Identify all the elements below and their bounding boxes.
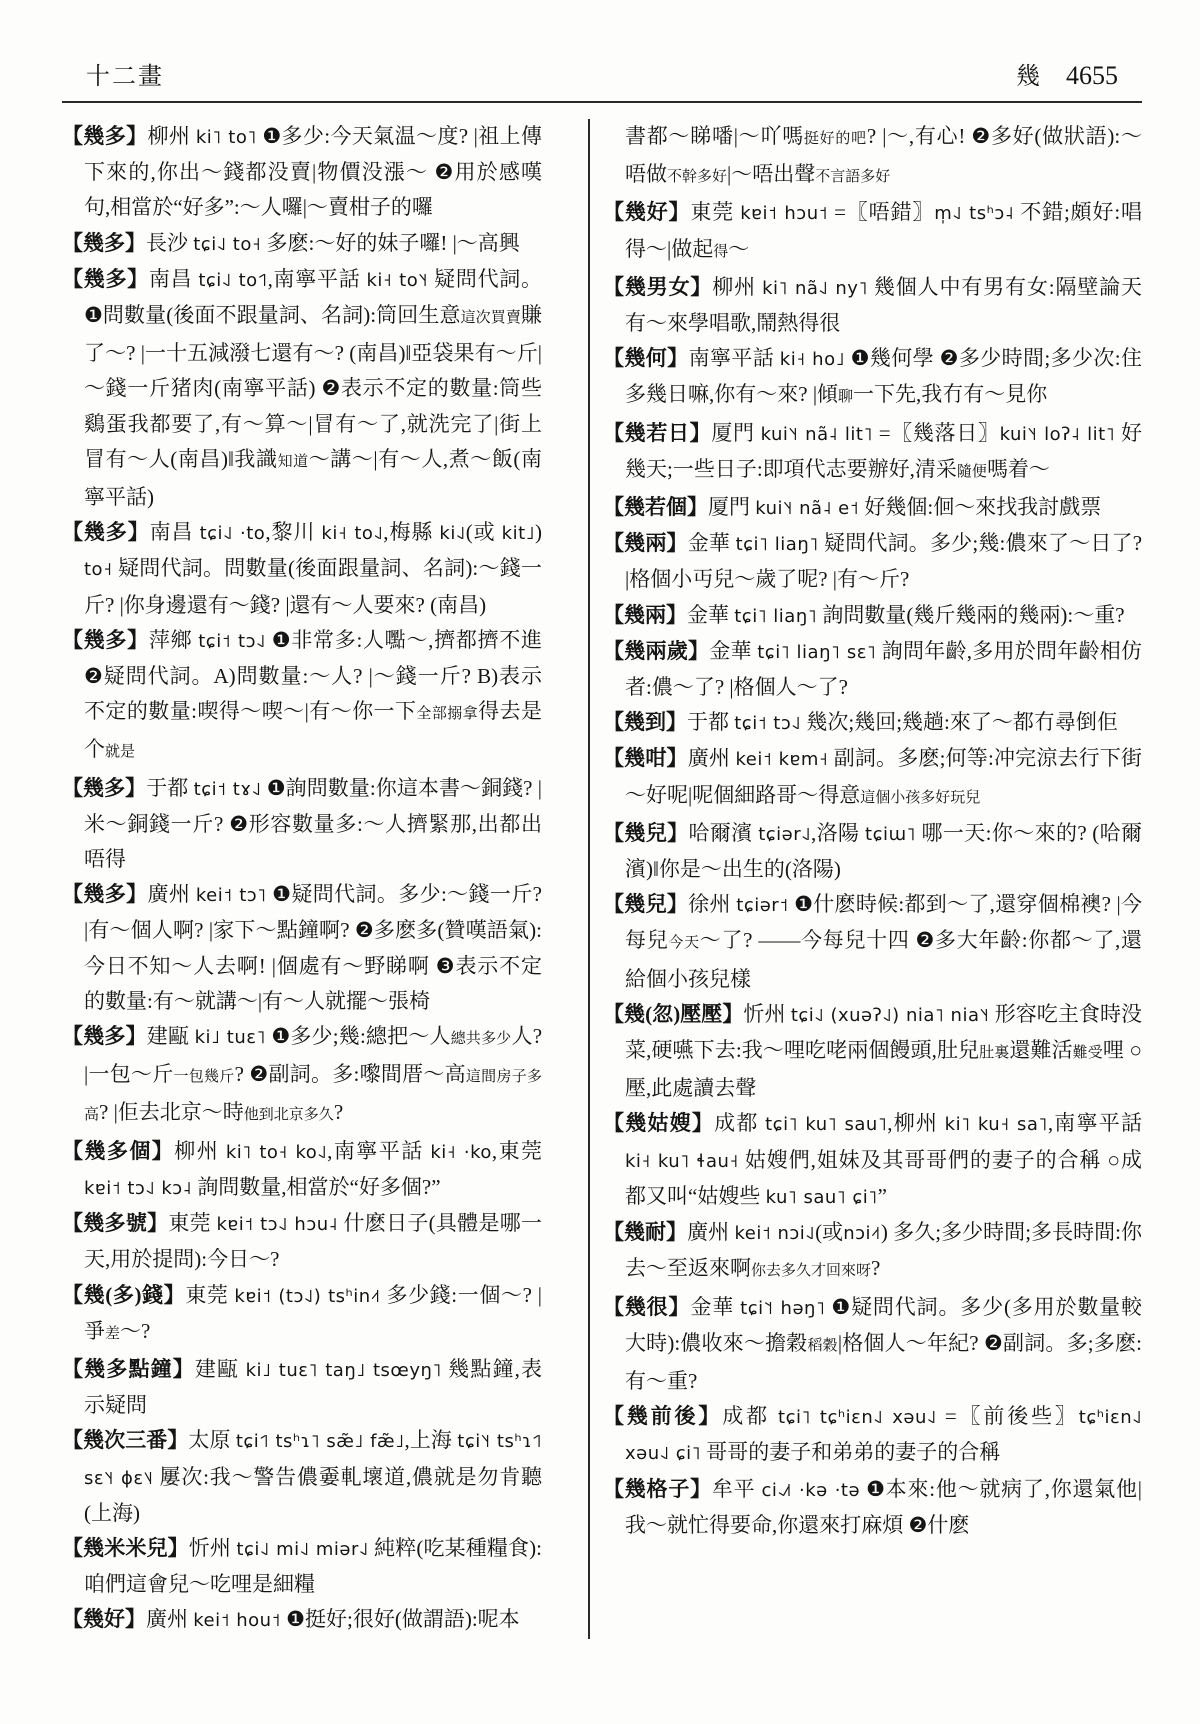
phonetic-notation: tɕiər˨˩ xyxy=(758,823,812,845)
entry-headword: 【幾兩】 xyxy=(603,602,687,627)
entry-text: 副詞。多麽;何等:冲完涼去行下街～好呢|呢個細路哥～得意 xyxy=(625,746,1143,807)
entry-text: 形容吃主食時没菜,硬嚥下去:我～哩吃咾兩個饅頭,肚兒 xyxy=(625,1001,1143,1063)
entry-text: ? |佢去北京～時 xyxy=(99,1100,244,1125)
entry-headword: 【幾格子】 xyxy=(603,1476,712,1501)
left-column xyxy=(62,119,542,1639)
dictionary-entry xyxy=(603,1472,1142,1543)
entry-headword: 【幾到】 xyxy=(603,710,687,735)
dictionary-entry xyxy=(62,1531,542,1602)
entry-text: 疑問代詞。多少;幾:儂來了～日了? |格個小丏兒～歲了呢? |有～斤? xyxy=(625,531,1143,592)
dictionary-entry xyxy=(603,741,1142,815)
gloss-note: 知道 xyxy=(277,453,309,470)
entry-text: 金華 xyxy=(709,638,758,663)
entry-text: |～唔出聲 xyxy=(727,162,816,187)
dictionary-entry xyxy=(62,226,542,262)
dictionary-entry xyxy=(603,526,1142,597)
dictionary-entry xyxy=(603,195,1142,269)
phonetic-notation: tɕi˦ tɔ˨˩ xyxy=(198,630,266,652)
entry-text: ❶疑問代詞。多少:～錢一斤? |有～個人啊? |家下～點鐘啊? ❷多麽多(贊嘆語氣):今日不知～人去啊! |個處有～野睇啊 ❸表示不定的數量:有～就講～|有～人就擺～張椅 xyxy=(84,882,543,1013)
phonetic-notation: tɕi˨˩ (xuəʔ˨˩) nia˥ nia˥˧ xyxy=(790,1004,990,1026)
dictionary-entry xyxy=(62,1019,542,1134)
gloss-note: 聊 xyxy=(838,389,854,406)
headword-label: 幾 xyxy=(1016,64,1040,90)
dictionary-entry xyxy=(603,341,1142,415)
entry-text: 一下先,我冇有～見你 xyxy=(853,382,1048,407)
entry-text: =〖幾落日〗 xyxy=(872,420,1000,445)
entry-headword: 【幾兩】 xyxy=(603,531,688,556)
dictionary-entry xyxy=(603,634,1142,705)
entry-text: 人? |一包～斤 xyxy=(84,1024,543,1087)
phonetic-notation: kit˩ xyxy=(501,523,536,545)
phonetic-notation: tɕi˥ liaŋ˥ sɛ˥ xyxy=(757,641,877,663)
gloss-note: 肚裏 xyxy=(979,1045,1010,1062)
entry-text: 哪一天:你～來的? (哈爾濱)‖你是～出生的(洛陽) xyxy=(625,820,1142,882)
entry-text: |格個人～年紀? ❷副詞。多;多麽:有～重? xyxy=(625,1330,1142,1393)
entry-text: 廣州 xyxy=(687,746,736,771)
entry-text: ,南寧平話 xyxy=(1047,1111,1142,1136)
dictionary-entry xyxy=(603,997,1142,1107)
entry-text: ～ xyxy=(728,236,750,261)
entry-text: (或 xyxy=(815,1220,844,1245)
entry-text: 多麽:～好的妹子囉! |～高興 xyxy=(261,230,520,255)
entry-text: ,黎川 xyxy=(265,520,322,545)
entry-headword: 【幾很】 xyxy=(603,1294,691,1319)
entry-headword: 【幾兒】 xyxy=(603,820,689,845)
entry-text: 東莞 xyxy=(185,1282,235,1307)
phonetic-notation: kɐi˦ hɔu˦ xyxy=(740,203,828,225)
phonetic-notation: to˧ xyxy=(84,559,113,581)
dictionary-entry xyxy=(603,598,1142,634)
entry-text: 金華 xyxy=(687,602,735,627)
entry-text: ❶多少:今天氣温～度? |祖上傳下來的,你出～錢都没賣|物價没漲～ ❷用於感嘆句,相當於“好多”:～人囉|～賣柑子的囉 xyxy=(84,124,542,220)
entry-text: 柳州 xyxy=(147,124,196,148)
dictionary-entry xyxy=(62,1278,542,1352)
entry-text: ❶本來:他～就病了,你還氣他|我～就忙得要命,你還來打麻煩 ❷什麽 xyxy=(625,1476,1143,1537)
gloss-note: 你去多久才回來呀 xyxy=(751,1263,872,1280)
dictionary-entry xyxy=(62,623,542,771)
phonetic-notation: ki˥ nã˨˩ ny˥ xyxy=(762,277,868,299)
entry-text: 金華 xyxy=(690,1294,741,1319)
entry-text: 成都 xyxy=(722,1404,779,1429)
entry-text: (或 xyxy=(465,520,502,545)
phonetic-notation: tɕi˥˦ həŋ˥ xyxy=(740,1297,826,1319)
phonetic-notation: ki˥ ku˧ sa˥ xyxy=(944,1114,1048,1136)
dictionary-entry xyxy=(62,1602,542,1638)
entry-text: 幾個人中有男有女:隔壁論天有～來學唱歌,鬧熱得很 xyxy=(625,274,1143,336)
entry-headword: 【幾多】 xyxy=(62,882,148,907)
entry-headword: 【幾兒】 xyxy=(603,892,689,917)
entry-text: 萍鄉 xyxy=(148,627,199,652)
header-rule xyxy=(62,101,1142,103)
phonetic-notation: ku˥ sau˥ ɕi˥ xyxy=(765,1186,878,1208)
phonetic-notation: ki˧ ku˥ ɬau˧ xyxy=(625,1150,739,1172)
entry-headword: 【幾(多)錢】 xyxy=(62,1282,186,1307)
entry-text: ? xyxy=(333,1100,344,1125)
dictionary-entry xyxy=(603,705,1142,741)
phonetic-notation: kei˦ hou˦ xyxy=(193,1610,281,1632)
dictionary-entry xyxy=(603,1106,1142,1215)
gloss-note: 一包幾斤 xyxy=(173,1069,235,1086)
dictionary-entry xyxy=(62,1134,542,1206)
phonetic-notation: ki˨˩ xyxy=(439,523,466,545)
phonetic-notation: kei˦ nɔi˨˩ xyxy=(734,1223,816,1245)
phonetic-notation: tɕi˨˩ ·to xyxy=(199,523,266,545)
entry-headword: 【幾好】 xyxy=(62,1607,146,1632)
entry-text: 詢問數量,相當於“好多個?” xyxy=(192,1174,441,1199)
gloss-note: 總共多少 xyxy=(450,1031,512,1048)
entry-headword: 【幾多】 xyxy=(62,266,149,291)
phonetic-notation: tɕi˦ tɤ˨˩ xyxy=(193,778,262,800)
entry-text: ” xyxy=(877,1183,887,1208)
phonetic-notation: kui˥˧ loʔ˨ lit˥ xyxy=(999,423,1116,445)
phonetic-notation: tɕi˥ ku˥ sau˥ xyxy=(765,1114,888,1136)
entry-text: ? |～,有心! ❷多好(做狀語):～唔做 xyxy=(625,124,1142,187)
gloss-note: 挺好的吧 xyxy=(803,131,867,147)
entry-text: 柳州 xyxy=(174,1138,226,1163)
entry-text: 柳州 xyxy=(712,274,763,299)
entry-text: 徐州 xyxy=(688,892,737,917)
entry-headword: 【幾何】 xyxy=(603,346,689,371)
entry-headword: 【幾(忽)壓壓】 xyxy=(603,1001,744,1026)
phonetic-notation: ki˧ ·ko xyxy=(430,1141,492,1163)
entry-headword: 【幾多號】 xyxy=(62,1211,169,1236)
dictionary-entry xyxy=(62,515,542,623)
phonetic-notation: tɕiər˦ xyxy=(736,895,789,917)
entry-text: =〖唔錯〗 xyxy=(827,200,935,225)
entry-headword: 【幾若日】 xyxy=(603,420,712,445)
dictionary-entry xyxy=(62,1423,542,1531)
section-label: 十二畫 xyxy=(86,64,164,90)
phonetic-notation: ki˧ ho˩ xyxy=(779,349,845,371)
gloss-note: 這次買賣 xyxy=(460,310,521,327)
dictionary-entry xyxy=(62,1206,542,1277)
dictionary-entry xyxy=(603,1399,1142,1471)
entry-text: 于都 xyxy=(687,710,735,735)
entry-text: 哥哥的妻子和弟弟的妻子的合稱 xyxy=(701,1440,1001,1465)
entry-text: ,柳州 xyxy=(887,1111,945,1136)
entry-text: ) xyxy=(535,520,543,545)
phonetic-notation: tɕi˥ liaŋ˥ xyxy=(735,534,819,556)
phonetic-notation: kui˥˧ nã˨ e˦ xyxy=(755,498,860,520)
dictionary-entry xyxy=(603,490,1142,526)
entry-text: 太原 xyxy=(188,1428,236,1453)
entry-headword: 【幾米米兒】 xyxy=(62,1535,189,1560)
phonetic-notation: kɐi˦ tɔ˨˩ hɔu˨ xyxy=(216,1214,338,1236)
entry-text: ,上海 xyxy=(404,1428,458,1453)
dictionary-entry xyxy=(603,416,1142,490)
dictionary-entry xyxy=(62,877,542,1019)
entry-text: 好幾天;一些日子:即項代志要辦好,清采 xyxy=(625,420,1143,481)
dictionary-entry-continuation xyxy=(603,119,1142,195)
entry-text: 幾次;幾回;幾趟:來了～都冇尋倒佢 xyxy=(801,710,1118,735)
entry-text: ❶非常多:人嚸～,擠都擠不進 ❷疑問代詞。A)問數量:～人? |～錢一斤? B)表示不定的數量:喫得～喫～|有～你一下 xyxy=(84,627,542,724)
entry-text: 幾點鐘,表示疑問 xyxy=(84,1356,543,1418)
gloss-note: 稻穀 xyxy=(807,1337,838,1354)
entry-text: ～? xyxy=(120,1318,151,1343)
entry-text: =〖前後些〗 xyxy=(936,1404,1079,1429)
entry-headword: 【幾好】 xyxy=(603,200,691,225)
entry-text: 忻州 xyxy=(188,1535,237,1560)
entry-headword: 【幾多】 xyxy=(62,230,146,255)
gloss-note: 這間房子多高 xyxy=(84,1069,542,1124)
entry-text: 疑問代詞。❶問數量(後面不跟量詞、名詞):筒回生意 xyxy=(84,266,543,328)
gloss-note: 今天 xyxy=(668,935,700,952)
entry-text: 賺了～? |一十五減潑七還有～? (南昌)‖亞袋果有～斤|～錢一斤猪肉(南寧平話) ❷表示不定的數量:筒些鷄蛋我都要了,有～算～|冒有～了,就洗完了|街上冒有～人(南昌)‖我識 xyxy=(84,303,542,471)
entry-text: ❶詢問數量:你這本書～銅錢? |米～銅錢一斤? ❷形容數量多:～人擠緊那,出都出唔得 xyxy=(84,775,543,872)
right-column xyxy=(603,119,1142,1639)
entry-text: 純粹(吃某種糧食):咱們這會兒～吃哩是細糧 xyxy=(84,1535,543,1597)
phonetic-notation: tɕi˨˩ mi˨˩ miər˨˩ xyxy=(236,1538,369,1560)
entry-text: 南昌 xyxy=(148,266,199,291)
entry-text: 于都 xyxy=(146,775,194,800)
gloss-note: 差 xyxy=(105,1325,121,1342)
entry-text: 長沙 xyxy=(146,230,194,255)
entry-text: 不錯;頗好:唱得～|做起 xyxy=(625,200,1143,261)
entry-text: 廣州 xyxy=(146,1607,194,1632)
entry-text: 多少錢:一個～? |爭 xyxy=(84,1282,542,1343)
gloss-note: 難受 xyxy=(1072,1045,1103,1062)
entry-text: ,南寧平話 xyxy=(267,266,367,291)
entry-headword: 【幾咁】 xyxy=(603,746,688,771)
dictionary-entry xyxy=(603,1215,1142,1289)
gloss-note: 不幹多好 xyxy=(667,169,728,186)
entry-headword: 【幾前後】 xyxy=(603,1404,723,1429)
entry-text: 南寧平話 xyxy=(688,346,780,371)
entry-text: 金華 xyxy=(687,531,736,556)
entry-text: ,東莞 xyxy=(491,1138,543,1163)
entry-text: 書都～睇噃|～吖嗎 xyxy=(625,124,804,148)
entry-text: ❶多少;幾:總把～人 xyxy=(265,1024,451,1049)
entry-text: 建甌 xyxy=(194,1356,246,1381)
dictionary-entry xyxy=(62,262,542,515)
gloss-note: 不言語多好 xyxy=(815,169,891,186)
entry-headword: 【幾多】 xyxy=(62,1024,147,1049)
entry-text: 忻州 xyxy=(743,1001,791,1026)
entry-text: 屢次:我～警告儂嫑軋壞道,儂就是勿肯聽(上海) xyxy=(84,1464,543,1525)
phonetic-notation: tɕʰiɛn˨˩ xəu˨˩ ɕi˥ xyxy=(625,1407,1143,1465)
phonetic-notation: ci˨˩˦ ·kə ·tə xyxy=(761,1479,861,1501)
phonetic-notation: nɔi˨˦ xyxy=(843,1223,881,1245)
entry-text: 哩 ○壓,此處讀去聲 xyxy=(625,1038,1143,1101)
entry-headword: 【幾多】 xyxy=(62,520,150,545)
entry-text: ❶什麽時候:都到～了,還穿個棉襖? |今每兒 xyxy=(625,892,1143,953)
phonetic-notation: kui˥˧ nã˨ lit˥ xyxy=(760,423,873,445)
entry-headword: 【幾姑嫂】 xyxy=(603,1111,715,1136)
phonetic-notation: ki˧ to˥˧ xyxy=(366,269,429,291)
entry-text: 牟平 xyxy=(711,1476,762,1501)
entry-headword: 【幾男女】 xyxy=(603,274,713,299)
entry-text: 姑嫂們,姐妹及其哥哥們的妻子的合稱 ○成都又叫“姑嫂些 xyxy=(625,1147,1142,1208)
entry-headword: 【幾多點鐘】 xyxy=(62,1356,195,1381)
entry-text: 東莞 xyxy=(690,200,741,225)
gloss-note: 就是 xyxy=(105,744,136,761)
entry-text: ❶疑問代詞。多少(多用於數量較大時):儂收來～擔穀 xyxy=(625,1294,1143,1355)
entry-text: 嗎着～ xyxy=(986,456,1050,481)
entry-text: 還難活 xyxy=(1009,1038,1073,1063)
entry-text: 厦門 xyxy=(708,495,756,520)
entry-text: 建甌 xyxy=(146,1024,195,1049)
page-number: 4655 xyxy=(1066,61,1118,90)
phonetic-notation: kei˦ tɔ˥ xyxy=(195,885,267,907)
entry-headword: 【幾多】 xyxy=(62,775,147,800)
entry-text: 成都 xyxy=(714,1111,766,1136)
entry-text: 南昌 xyxy=(149,520,200,545)
entry-headword: 【幾多個】 xyxy=(62,1138,175,1163)
text-columns xyxy=(62,119,1142,1639)
header-right xyxy=(1016,56,1118,91)
entry-headword: 【幾耐】 xyxy=(603,1220,688,1245)
dictionary-entry xyxy=(603,816,1142,887)
entry-headword: 【幾多】 xyxy=(62,124,148,148)
dictionary-entry xyxy=(603,887,1142,997)
entry-text: ? ❷副詞。多:嚟間厝～高 xyxy=(234,1062,466,1087)
entry-text: ) 多久;多少時間;多長時間:你去～至返來啊 xyxy=(625,1220,1143,1281)
dictionary-entry xyxy=(62,1352,542,1423)
entry-text: 疑問代詞。問數量(後面跟量詞、名詞):～錢一斤? |你身邊還有～錢? |還有～人要來? (南昌) xyxy=(84,556,542,617)
entry-text: ,洛陽 xyxy=(811,820,866,845)
entry-text: 詢問數量(幾斤幾兩的幾兩):～重? xyxy=(817,602,1125,627)
phonetic-notation: kei˦ kɐm˧ xyxy=(735,749,829,771)
entry-headword: 【幾若個】 xyxy=(603,495,708,520)
page-header xyxy=(62,56,1142,91)
entry-text: 哈爾濱 xyxy=(688,820,759,845)
entry-headword: 【幾兩歲】 xyxy=(603,638,710,663)
entry-text: ,梅縣 xyxy=(383,520,440,545)
phonetic-notation: tɕiɯ˥ xyxy=(865,823,916,845)
gloss-note: 全部搦拿 xyxy=(416,706,479,723)
entry-text: ❶挺好;很好(做謂語):呢本 xyxy=(280,1607,520,1632)
phonetic-notation: kɐi˦ (tɔ˨˩) tsʰin˨˦ xyxy=(234,1285,381,1307)
phonetic-notation: tɕi˨˩ to˧ xyxy=(193,233,262,255)
entry-text: ,南寧平話 xyxy=(327,1138,431,1163)
phonetic-notation: ki˩ tuɛ˥ xyxy=(194,1027,266,1049)
entry-text: 詢問年齡,多用於問年齡相仿者:儂～了? |格個人～了? xyxy=(625,638,1143,700)
phonetic-notation: ki˩ tuɛ˥ taŋ˩ tsœyŋ˥ xyxy=(245,1359,442,1381)
phonetic-notation: kɐi˦ tɔ˨˩ kɔ˨ xyxy=(84,1177,193,1199)
phonetic-notation: tɕi˨˩ to˦˥ xyxy=(198,269,268,291)
phonetic-notation: m̩˨˩ tsʰɔ˨ xyxy=(934,203,1015,225)
phonetic-notation: ki˥ to˧ ko˨˩ xyxy=(225,1141,328,1163)
dictionary-entry xyxy=(603,1290,1142,1400)
entry-text: 廣州 xyxy=(687,1220,735,1245)
entry-text: ❶幾何學 ❷多少時間;多少次:住多幾日嘛,你有～來? |傾 xyxy=(625,346,1143,407)
phonetic-notation: ki˥ to˥ xyxy=(195,127,257,148)
phonetic-notation: tɕi˥ tɕʰiɛn˨˩ xəu˨˩ xyxy=(778,1407,937,1429)
entry-headword: 【幾次三番】 xyxy=(62,1428,189,1453)
phonetic-notation: tɕi˦˥ tsʰɿ˥ sæ̃˩ fæ̃˩ xyxy=(235,1431,405,1453)
gloss-note: 他到北京多久 xyxy=(243,1107,334,1124)
entry-text: 好幾個:佪～來找我討戲票 xyxy=(859,495,1102,520)
dictionary-entry xyxy=(62,771,542,878)
entry-text: ～講～|有～人,煮～飯(南寧平話) xyxy=(84,446,542,510)
entry-text: 什麽日子(具體是哪一天,用於提問):今日～? xyxy=(84,1211,543,1272)
entry-text: 得去是个 xyxy=(84,699,542,762)
entry-headword: 【幾多】 xyxy=(62,627,149,652)
column-divider xyxy=(588,119,590,1639)
gloss-note: 隨便 xyxy=(956,463,987,480)
gloss-note: 得 xyxy=(713,243,729,260)
entry-text: 廣州 xyxy=(147,882,196,907)
phonetic-notation: ki˧ to˨˩ xyxy=(321,523,384,545)
phonetic-notation: tɕi˥ liaŋ˥ xyxy=(734,605,818,627)
gloss-note: 這個小孩多好玩兒 xyxy=(860,789,981,806)
entry-text: ～了? ——今每兒十四 ❷多大年齡:你都～了,還給個小孩兒樣 xyxy=(625,928,1143,991)
entry-text: ? xyxy=(871,1256,881,1281)
phonetic-notation: tɕi˥˧ tsʰɿ˦˥ sɛ˥˧ ɸɛ˥˨ xyxy=(84,1431,543,1489)
phonetic-notation: tɕi˦ tɔ˨˩ xyxy=(734,713,802,735)
entry-text: 東莞 xyxy=(168,1211,217,1236)
dictionary-entry xyxy=(62,119,542,226)
entry-text: 厦門 xyxy=(711,420,761,445)
dictionary-entry xyxy=(603,270,1142,341)
